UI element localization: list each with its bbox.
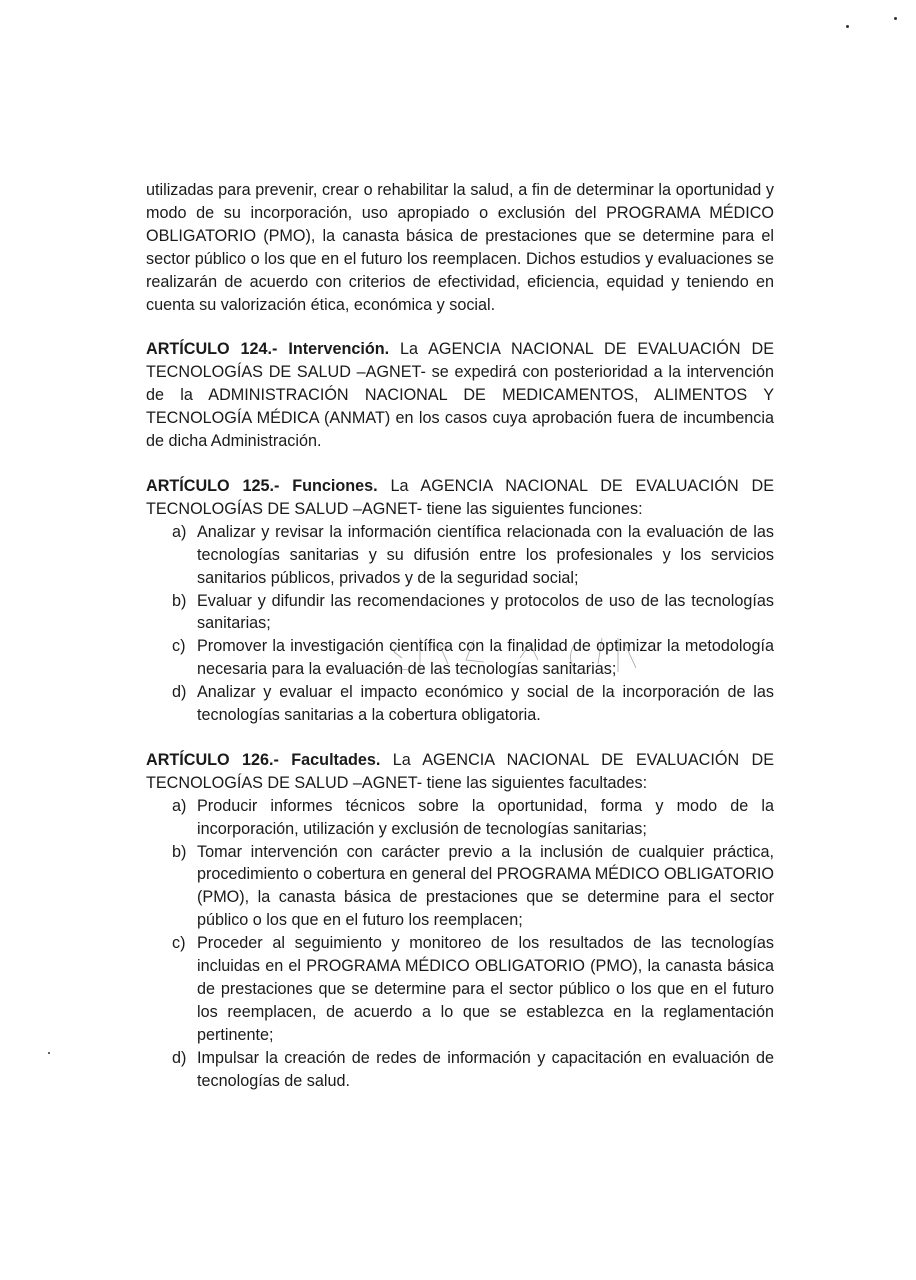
scan-speck — [894, 17, 897, 20]
list-item-text: Producir informes técnicos sobre la oportunidad, forma y modo de la incorporación, utilización y exclusión de tecnologías sanitarias; — [197, 796, 774, 838]
article-125 — [146, 475, 774, 521]
list-item — [146, 635, 774, 681]
article-124-heading: ARTÍCULO 124.- Intervención. — [146, 340, 390, 359]
article-124-body: La AGENCIA NACIONAL DE EVALUACIÓN DE TECNOLOGÍAS DE SALUD –AGNET- se expedirá con posterioridad a la intervención de la ADMINISTRACIÓN NACIONAL DE MEDICAMENTOS, ALIMENTOS Y TECNOLOGÍA MÉDICA (ANMAT) en los casos cuya aprobación fuera de incumbencia de dicha Administración. — [146, 340, 774, 451]
list-item — [146, 590, 774, 636]
list-item-text: Proceder al seguimiento y monitoreo de los resultados de las tecnologías incluidas en el PROGRAMA MÉDICO OBLIGATORIO (PMO), la canasta básica de prestaciones que se determine para el sector público o los que en el futuro los reemplacen, de acuerdo a lo que se establezca en la reglamentación pertinente; — [197, 934, 774, 1044]
list-marker: c) — [172, 934, 186, 953]
scan-speck — [48, 1052, 50, 1054]
list-item-text: Analizar y evaluar el impacto económico y social de la incorporación de las tecnologías sanitarias a la cobertura obligatoria. — [197, 683, 774, 725]
article-125-heading: ARTÍCULO 125.- Funciones. — [146, 476, 378, 495]
article-125-list — [146, 521, 774, 727]
list-marker: b) — [172, 842, 187, 861]
list-item — [146, 795, 774, 841]
list-marker: c) — [172, 637, 186, 656]
list-item-text: Impulsar la creación de redes de información y capacitación en evaluación de tecnologías de salud. — [197, 1048, 774, 1090]
article-126-list — [146, 795, 774, 1093]
list-marker: a) — [172, 522, 187, 541]
list-item — [146, 932, 774, 1047]
article-126 — [146, 749, 774, 795]
list-item — [146, 841, 774, 933]
article-124 — [146, 338, 774, 453]
scan-speck — [846, 25, 849, 28]
list-marker: a) — [172, 796, 187, 815]
list-item-text: Tomar intervención con carácter previo a la inclusión de cualquier práctica, procedimiento o cobertura en general del PROGRAMA MÉDICO OBLIGATORIO (PMO), la canasta básica de prestaciones que se determine para el sector público o los que en el futuro los reemplacen; — [197, 842, 774, 930]
intro-paragraph: utilizadas para prevenir, crear o rehabilitar la salud, a fin de determinar la oportunidad y modo de su incorporación, uso apropiado o exclusión del PROGRAMA MÉDICO OBLIGATORIO (PMO), la canasta básica de prestaciones que se determine para el sector público o los que en el futuro los reemplacen. Dichos estudios y evaluaciones se realizarán de acuerdo con criterios de efectividad, eficiencia, equidad y teniendo en cuenta su valorización ética, económica y social. — [146, 181, 774, 314]
list-marker: b) — [172, 591, 187, 610]
document-body — [146, 179, 774, 1093]
article-126-heading: ARTÍCULO 126.- Facultades. — [146, 750, 381, 769]
article-125-body: La AGENCIA NACIONAL DE EVALUACIÓN DE TECNOLOGÍAS DE SALUD –AGNET- tiene las siguientes funciones: — [146, 476, 775, 518]
list-item-text: Promover la investigación científica con la finalidad de optimizar la metodología necesaria para la evaluación de las tecnologías sanitarias; — [197, 637, 774, 679]
list-marker: d) — [172, 1048, 187, 1067]
list-marker: d) — [172, 683, 187, 702]
list-item — [146, 521, 774, 590]
list-item — [146, 1047, 774, 1093]
list-item-text: Evaluar y difundir las recomendaciones y protocolos de uso de las tecnologías sanitarias; — [197, 591, 774, 633]
list-item — [146, 681, 774, 727]
article-126-body: La AGENCIA NACIONAL DE EVALUACIÓN DE TECNOLOGÍAS DE SALUD –AGNET- tiene las siguientes facultades: — [146, 750, 775, 792]
list-item-text: Analizar y revisar la información científica relacionada con la evaluación de las tecnologías sanitarias y su difusión entre los profesionales y los servicios sanitarios públicos, privados y de la seguridad social; — [197, 522, 774, 587]
